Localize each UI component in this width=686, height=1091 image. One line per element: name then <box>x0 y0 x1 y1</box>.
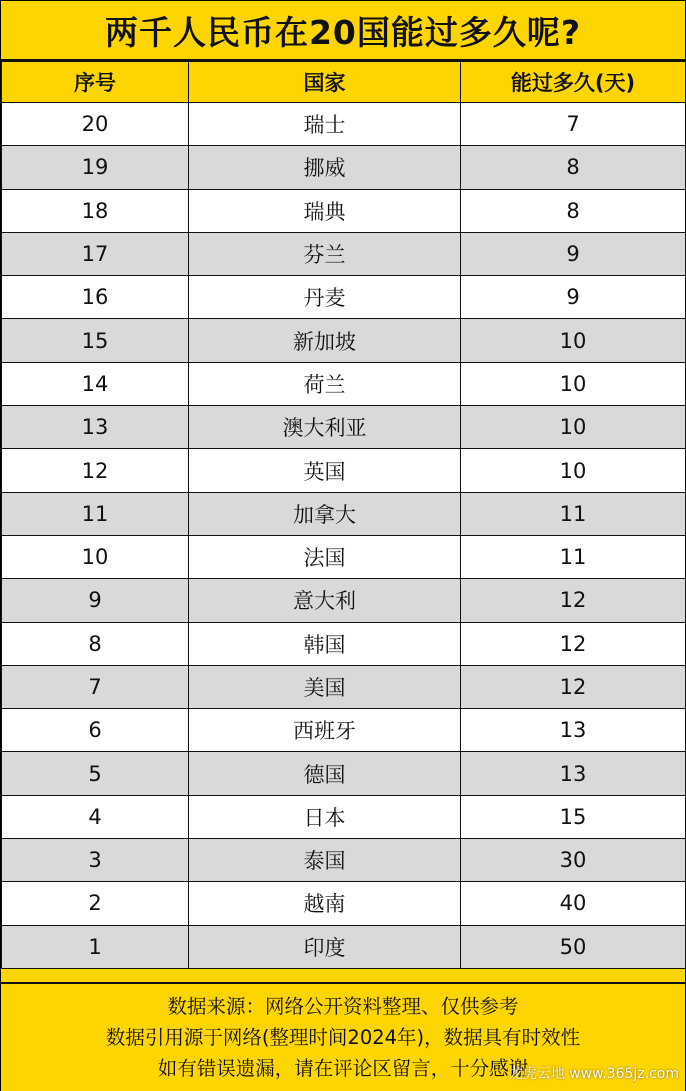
cell-country: 挪威 <box>189 146 461 189</box>
page-title: 两千人民币在20国能过多久呢? <box>1 1 685 61</box>
cell-rank: 12 <box>2 449 189 492</box>
cell-rank: 11 <box>2 492 189 535</box>
cell-days: 8 <box>461 146 686 189</box>
cell-country: 丹麦 <box>189 276 461 319</box>
cost-table <box>1 61 686 969</box>
cell-rank: 8 <box>2 622 189 665</box>
cell-rank: 6 <box>2 709 189 752</box>
table-row <box>2 276 686 319</box>
table-row <box>2 535 686 578</box>
cell-country: 西班牙 <box>189 709 461 752</box>
cell-country: 新加坡 <box>189 319 461 362</box>
table-row <box>2 752 686 795</box>
cell-rank: 10 <box>2 535 189 578</box>
cell-days: 7 <box>461 103 686 146</box>
table-header-row <box>2 62 686 103</box>
cell-days: 15 <box>461 795 686 838</box>
footer-line-source: 数据来源：网络公开资料整理、仅供参考 <box>167 995 519 1018</box>
table-row <box>2 362 686 405</box>
cell-rank: 9 <box>2 579 189 622</box>
table-row <box>2 103 686 146</box>
table-row <box>2 839 686 882</box>
table-row <box>2 665 686 708</box>
cell-days: 12 <box>461 665 686 708</box>
cell-days: 13 <box>461 752 686 795</box>
cell-rank: 13 <box>2 406 189 449</box>
table-row <box>2 795 686 838</box>
cell-days: 40 <box>461 882 686 925</box>
cell-rank: 19 <box>2 146 189 189</box>
cell-country: 瑞士 <box>189 103 461 146</box>
cell-days: 10 <box>461 362 686 405</box>
cell-country: 芬兰 <box>189 232 461 275</box>
cell-country: 意大利 <box>189 579 461 622</box>
cell-days: 8 <box>461 189 686 232</box>
cell-days: 50 <box>461 925 686 968</box>
cell-country: 韩国 <box>189 622 461 665</box>
cell-rank: 20 <box>2 103 189 146</box>
cell-days: 30 <box>461 839 686 882</box>
cell-country: 瑞典 <box>189 189 461 232</box>
cell-days: 9 <box>461 276 686 319</box>
cell-rank: 4 <box>2 795 189 838</box>
table-row <box>2 189 686 232</box>
cell-rank: 15 <box>2 319 189 362</box>
cell-days: 11 <box>461 535 686 578</box>
table-row <box>2 622 686 665</box>
cell-country: 印度 <box>189 925 461 968</box>
header-rank: 序号 <box>2 62 189 103</box>
table-row <box>2 232 686 275</box>
cell-days: 10 <box>461 406 686 449</box>
cell-rank: 1 <box>2 925 189 968</box>
cell-rank: 3 <box>2 839 189 882</box>
table-row <box>2 709 686 752</box>
cell-country: 荷兰 <box>189 362 461 405</box>
cell-country: 加拿大 <box>189 492 461 535</box>
table-row <box>2 492 686 535</box>
cell-rank: 7 <box>2 665 189 708</box>
cell-days: 12 <box>461 622 686 665</box>
header-days: 能过多久(天) <box>461 62 686 103</box>
cell-country: 法国 <box>189 535 461 578</box>
cell-rank: 2 <box>2 882 189 925</box>
cell-days: 12 <box>461 579 686 622</box>
cell-rank: 18 <box>2 189 189 232</box>
table-row <box>2 146 686 189</box>
header-country: 国家 <box>189 62 461 103</box>
footer-line-date: 数据引用源于网络(整理时间2024年)，数据具有时效性 <box>105 1026 581 1049</box>
table-row <box>2 406 686 449</box>
cell-days: 10 <box>461 319 686 362</box>
cell-days: 13 <box>461 709 686 752</box>
cell-country: 美国 <box>189 665 461 708</box>
table-body <box>2 103 686 969</box>
table-row <box>2 925 686 968</box>
cell-rank: 17 <box>2 232 189 275</box>
cell-country: 德国 <box>189 752 461 795</box>
cell-country: 泰国 <box>189 839 461 882</box>
cell-rank: 14 <box>2 362 189 405</box>
cell-country: 英国 <box>189 449 461 492</box>
table-row <box>2 579 686 622</box>
cell-country: 澳大利亚 <box>189 406 461 449</box>
cell-days: 11 <box>461 492 686 535</box>
table-row <box>2 882 686 925</box>
cell-days: 9 <box>461 232 686 275</box>
cell-days: 10 <box>461 449 686 492</box>
watermark-logo: 龙虎云地 www.365jz.com <box>508 1066 679 1082</box>
table-row <box>2 319 686 362</box>
cell-country: 越南 <box>189 882 461 925</box>
cell-rank: 5 <box>2 752 189 795</box>
footer-line-feedback: 如有错误遗漏，请在评论区留言，十分感谢 <box>157 1057 529 1080</box>
table-row <box>2 449 686 492</box>
cell-country: 日本 <box>189 795 461 838</box>
cell-rank: 16 <box>2 276 189 319</box>
